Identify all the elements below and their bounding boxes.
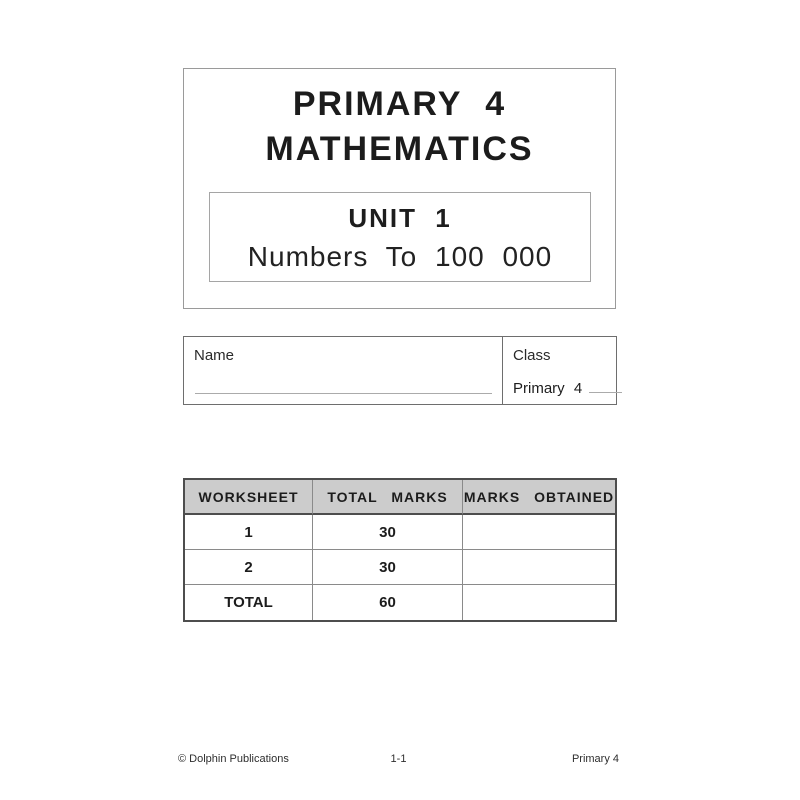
table-cell-total-label: TOTAL [185, 585, 313, 620]
title-box [183, 68, 616, 309]
class-label: Class [513, 347, 551, 364]
table-cell-row2-total-marks: 30 [313, 550, 463, 585]
name-fill-line [195, 393, 492, 394]
table-cell-row1-marks-obtained [463, 515, 615, 550]
name-label: Name [194, 347, 235, 364]
class-fill-line [589, 392, 622, 393]
table-cell-total-marks: 60 [313, 585, 463, 620]
unit-box [209, 192, 591, 282]
table-cell-total-marks-obtained [463, 585, 615, 620]
table-cell-row1-worksheet: 1 [185, 515, 313, 550]
table-cell-row1-total-marks: 30 [313, 515, 463, 550]
student-info-box [183, 336, 617, 405]
table-header-total-marks: TOTAL MARKS [313, 480, 463, 515]
table-cell-row2-marks-obtained [463, 550, 615, 585]
unit-title: UNIT 1 [348, 203, 452, 233]
class-value: Primary 4 [513, 380, 583, 397]
footer-level: Primary 4 [571, 753, 619, 765]
footer-copyright: © Dolphin Publications [178, 753, 289, 765]
class-cell [503, 337, 616, 404]
class-value-row [513, 380, 622, 397]
table-cell-row2-worksheet: 2 [185, 550, 313, 585]
marks-table [183, 478, 617, 622]
footer-page-number: 1-1 [390, 753, 407, 765]
name-cell [184, 337, 503, 404]
table-header-marks-obtained: MARKS OBTAINED [463, 480, 615, 515]
table-header-worksheet: WORKSHEET [185, 480, 313, 515]
unit-subtitle: Numbers To 100 000 [247, 241, 553, 272]
page-title-line1: PRIMARY 4 [292, 85, 507, 123]
page-title-line2: MATHEMATICS [265, 130, 534, 168]
